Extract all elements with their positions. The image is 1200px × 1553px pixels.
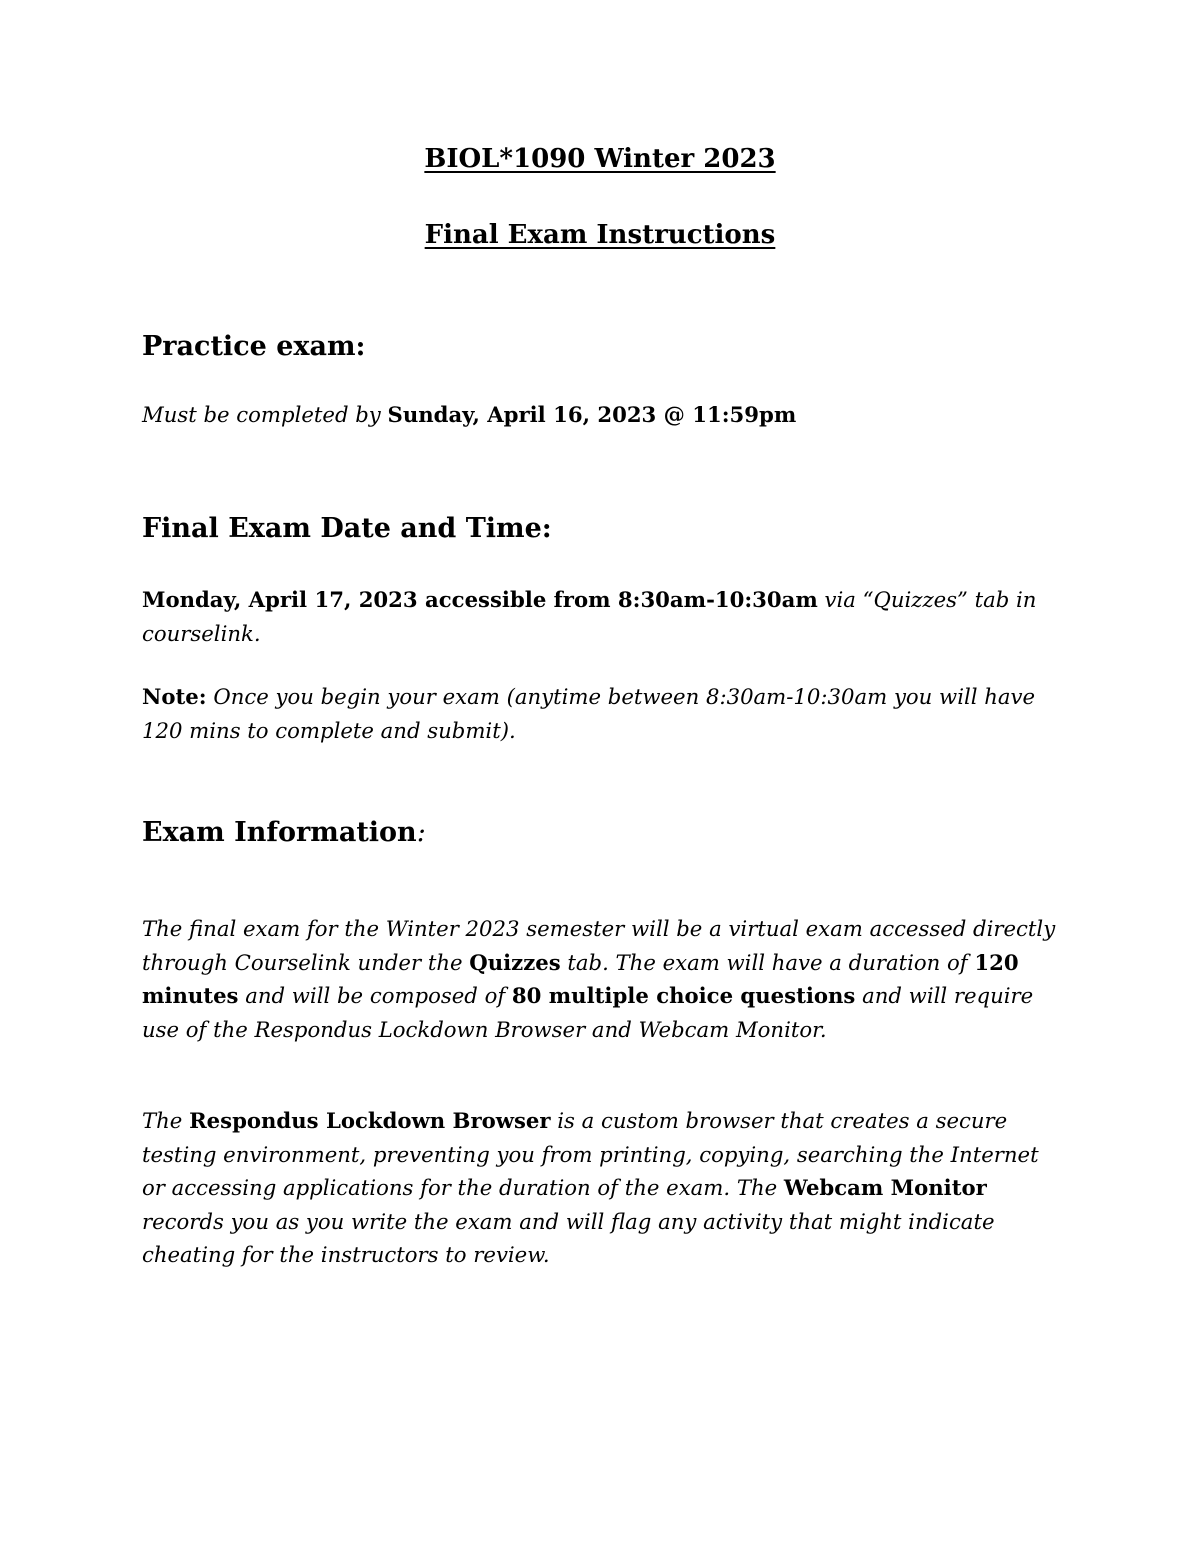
- para2-lockdown-browser: Respondus Lockdown Browser: [189, 1108, 551, 1133]
- para1-text-e: and will be composed of: [238, 983, 512, 1008]
- practice-deadline-text: Sunday, April 16, 2023 @ 11:59pm: [387, 402, 797, 427]
- note-label: Note:: [142, 684, 207, 709]
- practice-exam-deadline: [142, 398, 1062, 432]
- para1-text-g: and will require use of the Respondus Lockdown Browser and Webcam Monitor.: [142, 983, 1034, 1042]
- final-exam-date: [142, 583, 1062, 650]
- para1-question-count: 80 multiple choice questions: [511, 983, 856, 1008]
- document-title-text: Final Exam Instructions: [424, 220, 776, 250]
- para1-text-a: The final exam for the Winter 2023 semester will be a virtual exam accessed directly through Courselink under the: [142, 916, 1056, 975]
- document-title: [0, 219, 1200, 251]
- final-exam-heading: Final Exam Date and Time:: [142, 513, 552, 544]
- para1-duration: 120 minutes: [142, 949, 1019, 1008]
- exam-information-heading-text: Exam Information: [142, 817, 417, 848]
- practice-exam-heading: Practice exam:: [142, 331, 366, 362]
- final-exam-note: [142, 680, 1062, 747]
- final-exam-access-text: via “Quizzes” tab in courselink.: [142, 587, 1037, 646]
- exam-information-heading: [142, 816, 426, 850]
- practice-lead-text: Must be completed by: [142, 402, 388, 427]
- course-title-text: BIOL*1090 Winter 2023: [424, 144, 776, 174]
- para2-webcam-monitor: Webcam Monitor: [783, 1175, 987, 1200]
- exam-information-paragraph-1: [142, 912, 1062, 1046]
- note-text: Once you begin your exam (anytime between 8:30am-10:30am you will have 120 mins to complete and submit).: [142, 684, 1036, 743]
- para1-quizzes: Quizzes: [469, 949, 561, 975]
- para2-text-c: is a custom browser that creates a secure testing environment, preventing you from printing, copying, searching the Internet or accessing applications for the duration of the exam. The: [142, 1108, 1039, 1200]
- final-exam-date-text: Monday, April 17, 2023 accessible from 8:30am-10:30am: [142, 587, 818, 612]
- para1-text-c: tab. The exam will have a duration of: [560, 949, 975, 975]
- para2-text-a: The: [142, 1108, 190, 1133]
- course-title: [0, 143, 1200, 175]
- para2-text-e: records you as you write the exam and will flag any activity that might indicate cheating for the instructors to review.: [142, 1208, 995, 1267]
- exam-information-paragraph-2: [142, 1104, 1062, 1272]
- exam-information-heading-colon: :: [416, 817, 426, 848]
